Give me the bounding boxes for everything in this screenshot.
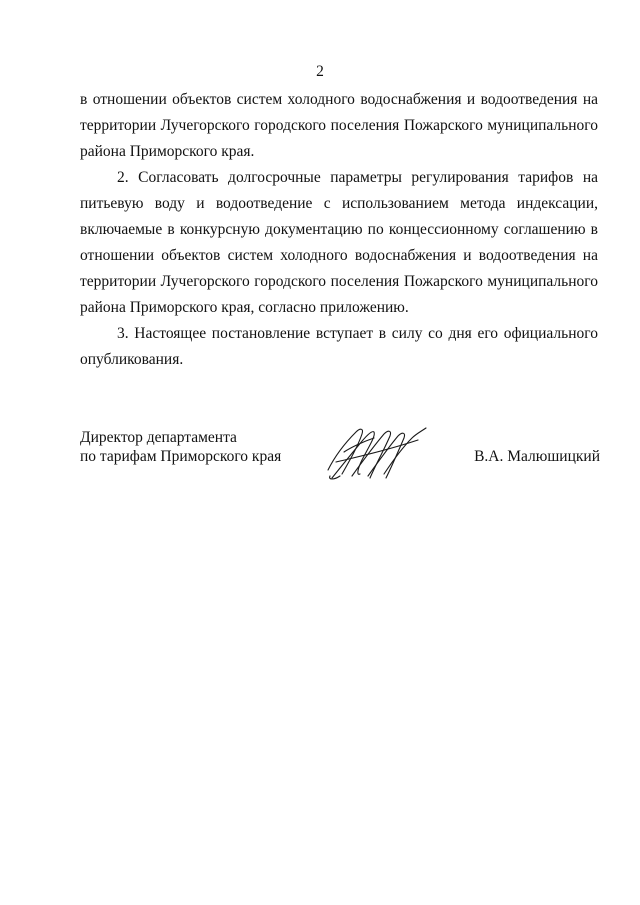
paragraph-item-3: 3. Настоящее постановление вступает в силу со дня его официального опубликования. [80,325,598,368]
paragraph-continuation: в отношении объектов систем холодного водоснабжения и водоотведения на территории Лучегорского городского поселения Пожарского муниципального района Приморского края. [80,91,598,160]
handwritten-signature-icon [322,418,432,484]
signer-position-line-2: по тарифам Приморского края [80,448,282,465]
signer-position [80,428,281,466]
paragraph-item-2: 2. Согласовать долгосрочные параметры регулирования тарифов на питьевую воду и водоотведение с использованием метода индексации, включаемые в конкурсную документацию по концессионному соглашению в отношении объектов систем холодного водоснабжения и водоотведения на территории Лучегорского городского поселения Пожарского муниципального района Приморского края, согласно приложению. [80,169,598,316]
signer-name: В.А. Малюшицкий [474,448,600,465]
document-body [80,87,598,373]
signature-block [80,428,600,498]
signer-position-line-1: Директор департамента [80,429,237,446]
page-number: 2 [316,63,324,80]
